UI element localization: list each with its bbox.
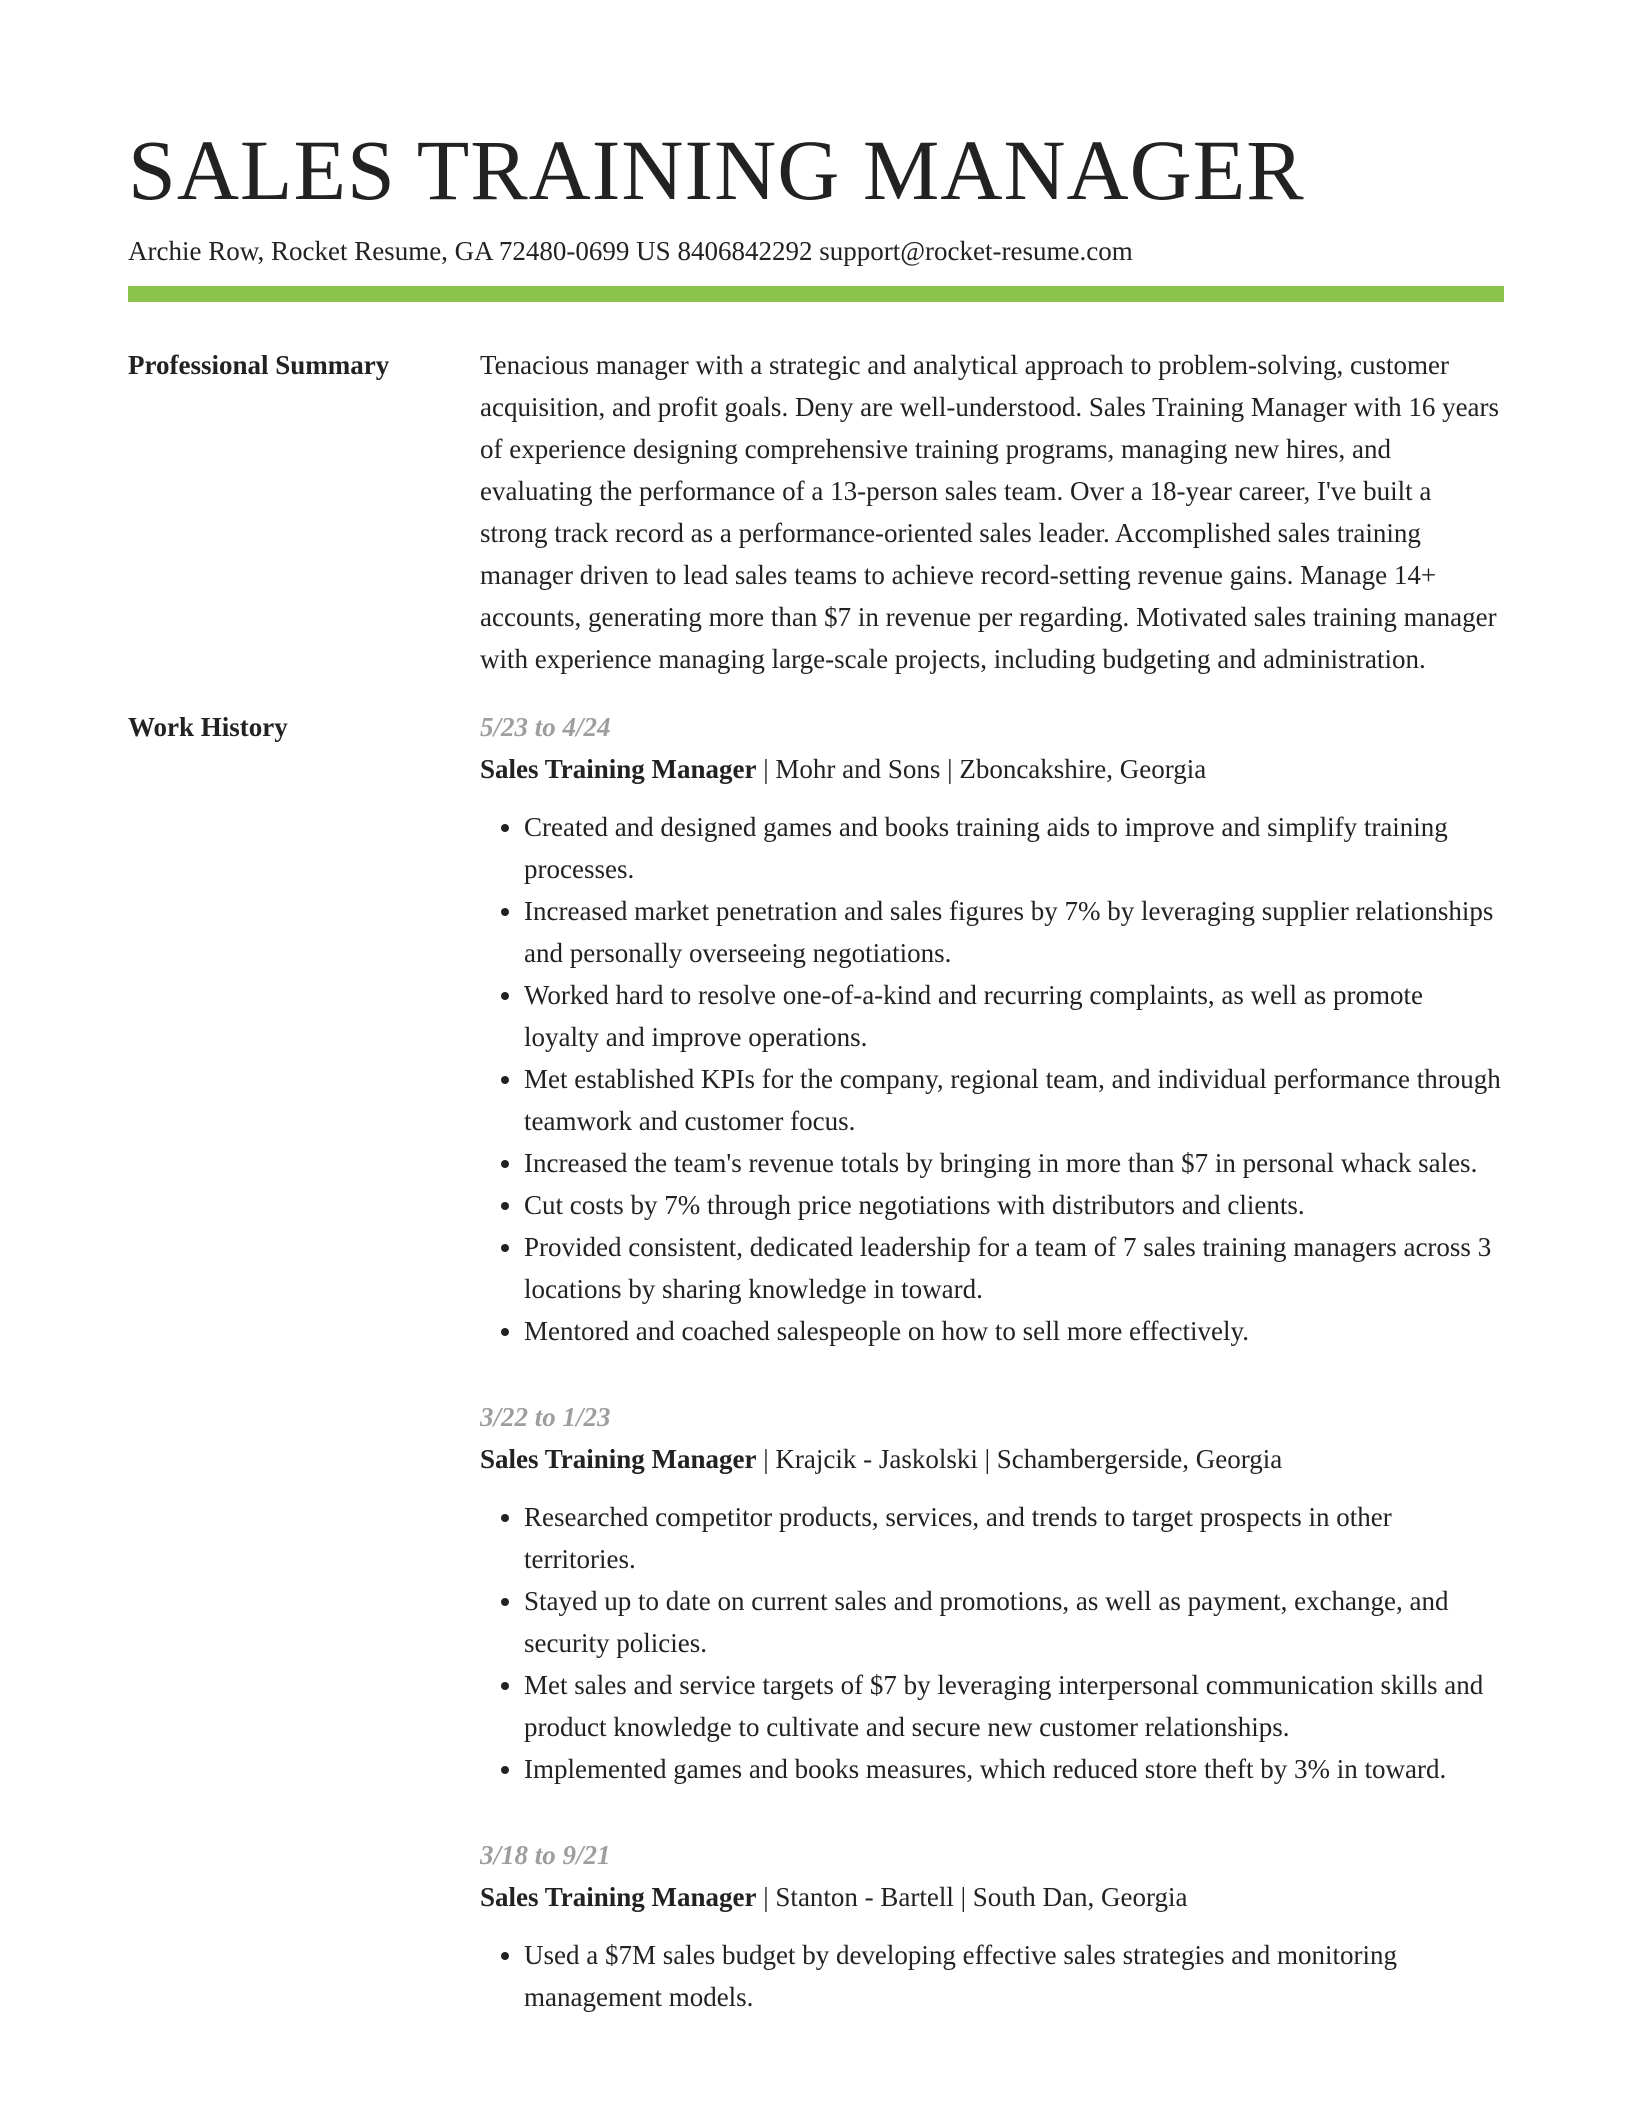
job-heading [480, 1438, 1504, 1480]
summary-text: Tenacious manager with a strategic and analytical approach to problem-solving, customer acquisition, and profit goals. Deny are well-understood. Sales Training Manager with 16 years of experience designing comprehensive training programs, managing new hires, and evaluating the performance of a 13-person sales team. Over a 18-year career, I've built a strong track record as a performance-oriented sales leader. Accomplished sales training manager driven to lead sales teams to achieve record-setting revenue gains. Manage 14+ accounts, generating more than $7 in revenue per regarding. Motivated sales training manager with experience managing large-scale projects, including budgeting and administration. [480, 350, 1500, 674]
job-bullets [480, 1496, 1504, 1790]
job-title: Sales Training Manager [480, 1882, 757, 1912]
job-entry-1 [480, 706, 1504, 1352]
resume-title: SALES TRAINING MANAGER [128, 122, 1305, 218]
work-history-section [128, 706, 1504, 2018]
professional-summary-section [128, 344, 1504, 680]
section-label-work-history: Work History [128, 712, 288, 742]
job-bullets [480, 806, 1504, 1352]
job-title: Sales Training Manager [480, 754, 757, 784]
job-bullet: • Researched competitor products, services, and trends to target prospects in other territories. [524, 1496, 1504, 1580]
job-bullet: • Increased the team's revenue totals by bringing in more than $7 in personal whack sales. [524, 1142, 1504, 1184]
job-entry-2 [480, 1396, 1504, 1790]
resume-page [128, 0, 1504, 2018]
job-bullet: • Increased market penetration and sales figures by 7% by leveraging supplier relationships and personally overseeing negotiations. [524, 890, 1504, 974]
job-bullet: • Stayed up to date on current sales and promotions, as well as payment, exchange, and security policies. [524, 1580, 1504, 1664]
summary-body [480, 344, 1504, 680]
job-bullet: • Worked hard to resolve one-of-a-kind and recurring complaints, as well as promote loyalty and improve operations. [524, 974, 1504, 1058]
job-dates: 3/22 to 1/23 [480, 1402, 611, 1432]
job-bullet: • Provided consistent, dedicated leadership for a team of 7 sales training managers across 3 locations by sharing knowledge in toward. [524, 1226, 1504, 1310]
job-employer-location: | Stanton - Bartell | South Dan, Georgia [756, 1882, 1188, 1912]
job-employer-location: | Mohr and Sons | Zboncakshire, Georgia [756, 754, 1207, 784]
section-label-summary: Professional Summary [128, 350, 390, 380]
contact-line: Archie Row, Rocket Resume, GA 72480-0699 US 8406842292 support@rocket-resume.com [128, 236, 1133, 266]
work-history-body [480, 706, 1504, 2018]
job-bullet: • Met established KPIs for the company, regional team, and individual performance through teamwork and customer focus. [524, 1058, 1504, 1142]
job-employer-location: | Krajcik - Jaskolski | Schambergerside, Georgia [756, 1444, 1283, 1474]
job-bullet: • Created and designed games and books training aids to improve and simplify training processes. [524, 806, 1504, 890]
job-bullet: • Implemented games and books measures, which reduced store theft by 3% in toward. [524, 1748, 1504, 1790]
job-title: Sales Training Manager [480, 1444, 757, 1474]
job-dates: 5/23 to 4/24 [480, 712, 611, 742]
job-heading [480, 748, 1504, 790]
job-bullet: • Cut costs by 7% through price negotiations with distributors and clients. [524, 1184, 1504, 1226]
job-heading [480, 1876, 1504, 1918]
job-bullet: • Used a $7M sales budget by developing effective sales strategies and monitoring management models. [524, 1934, 1504, 2018]
job-bullet: • Mentored and coached salespeople on how to sell more effectively. [524, 1310, 1504, 1352]
job-bullet: • Met sales and service targets of $7 by leveraging interpersonal communication skills and product knowledge to cultivate and secure new customer relationships. [524, 1664, 1504, 1748]
header-divider [128, 286, 1504, 302]
job-bullets [480, 1934, 1504, 2018]
job-dates: 3/18 to 9/21 [480, 1840, 611, 1870]
job-entry-3 [480, 1834, 1504, 2018]
